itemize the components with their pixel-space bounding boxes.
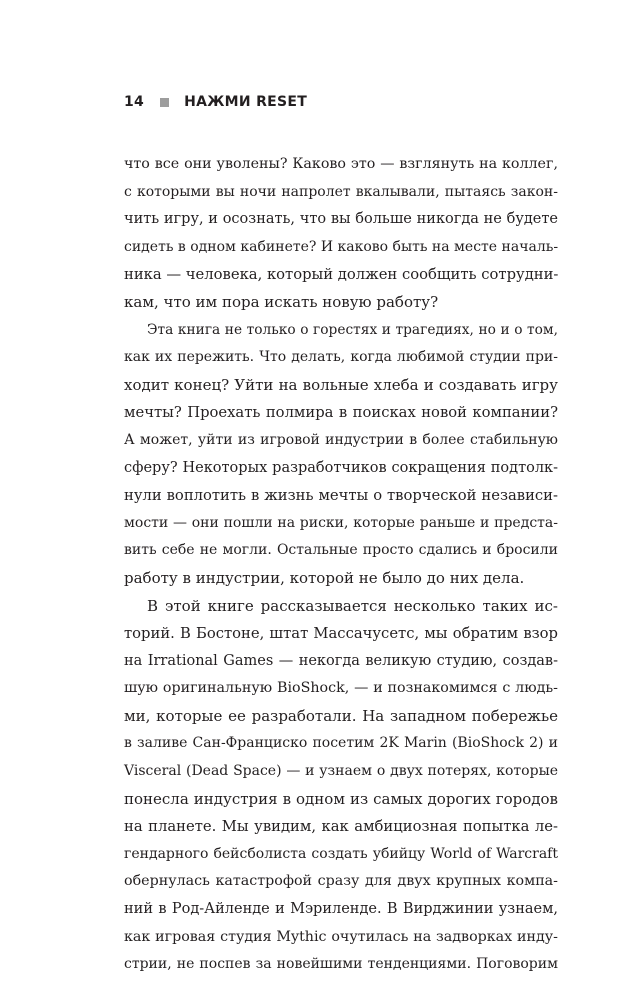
text-line: ника — человека, который должен сообщить сотрудни- (124, 266, 559, 284)
text-line: мечты? Проехать полмира в поисках новой компании? (124, 404, 558, 422)
text-line: гендарного бейсболиста создать убийцу World of Warcraft (124, 845, 558, 862)
header-separator-square (160, 98, 169, 107)
text-line: сферу? Некоторых разработчиков сокращения подтолк- (124, 459, 558, 476)
text-line: шую оригинальную BioShock, — и познакомимся с людь- (124, 680, 558, 697)
text-line: работу в индустрии, которой не было до них дела. (124, 568, 525, 587)
text-line: торий. В Бостоне, штат Массачусетс, мы обратим взор (124, 625, 558, 643)
page-number: 14 (124, 94, 145, 110)
running-title: НАЖМИ RESET (184, 94, 308, 110)
body-text (124, 151, 558, 979)
text-line: с которыми вы ночи напролет вкалывали, пытаясь закон- (124, 183, 558, 200)
text-line: обернулась катастрофой сразу для двух крупных компа- (124, 873, 558, 890)
text-line: стрии, не поспев за новейшими тенденциями. Поговорим (124, 956, 558, 973)
text-line: вить себе не могли. Остальные просто сдались и бросили (124, 542, 558, 559)
running-head (124, 92, 307, 112)
text-line: как игровая студия Mythic очутилась на задворках инду- (124, 928, 558, 945)
text-line: на Irrational Games — некогда великую студию, создав- (124, 652, 558, 669)
text-line: В этой книге рассказывается несколько таких ис- (147, 596, 558, 615)
text-line: понесла индустрия в одном из самых дорогих городов (124, 789, 558, 808)
text-line: Эта книга не только о горестях и трагедиях, но и о том, (147, 321, 558, 338)
text-line: ходит конец? Уйти на вольные хлеба и создавать игру (124, 375, 558, 394)
text-line: сидеть в одном кабинете? И каково быть на месте началь- (124, 238, 559, 255)
text-line: ми, которые ее разработали. На западном побережье (124, 706, 558, 725)
text-line: в заливе Сан-Франциско посетим 2K Marin (BioShock 2) и (124, 735, 558, 752)
text-line: на планете. Мы увидим, как амбициозная попытка ле- (124, 818, 558, 836)
text-line: мости — они пошли на риски, которые раньше и предста- (124, 514, 558, 531)
text-line: как их пережить. Что делать, когда любимой студии при- (124, 349, 558, 366)
text-line: кам, что им пора искать новую работу? (124, 292, 439, 311)
text-line: А может, уйти из игровой индустрии в более стабильную (124, 431, 558, 448)
text-line: чить игру, и осознать, что вы больше никогда не будете (124, 211, 558, 228)
text-line: нули воплотить в жизнь мечты о творческой независи- (124, 487, 558, 505)
text-line: Visceral (Dead Space) — и узнаем о двух потерях, которые (124, 763, 558, 780)
text-line: ний в Род-Айленде и Мэриленде. В Вирджинии узнаем, (124, 901, 558, 918)
text-line: что все они уволены? Каково это — взглянуть на коллег, (124, 156, 558, 172)
